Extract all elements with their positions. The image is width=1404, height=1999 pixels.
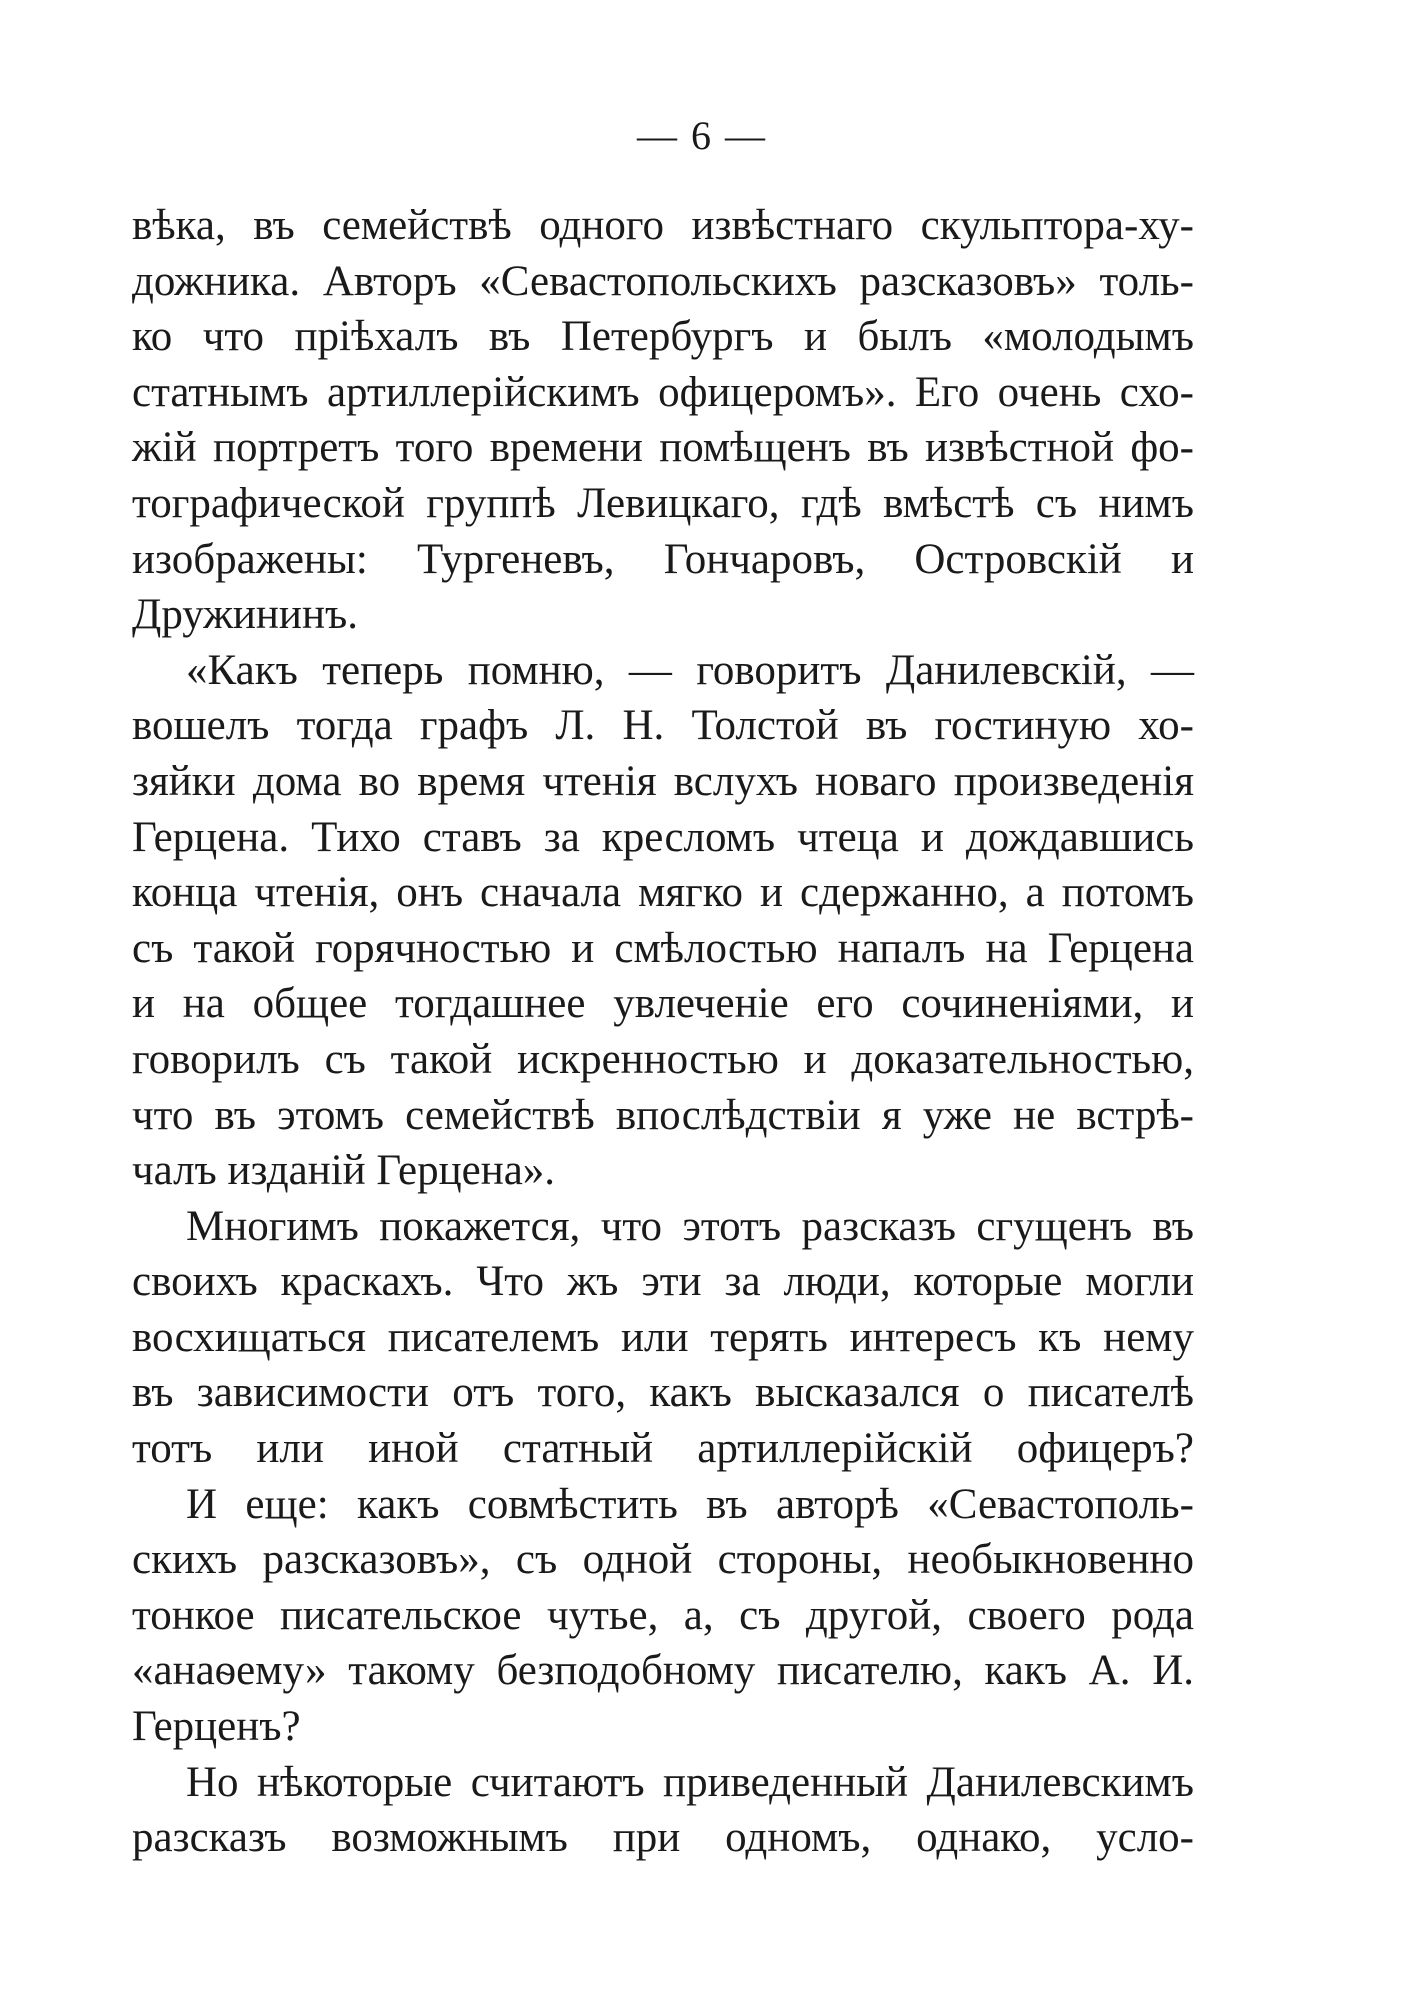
text-line: конца чтенія, онъ сначала мягко и сдержанно, а потомъ [132, 869, 1194, 917]
text-line: «Какъ теперь помню, — говоритъ Данилевскій, — [186, 646, 1194, 694]
text-line: зяйки дома во время чтенія вслухъ новаго произведенія [132, 757, 1194, 805]
text-line: И еще: какъ совмѣстить въ авторѣ «Севастополь- [186, 1480, 1194, 1528]
text-line: скихъ разсказовъ», съ одной стороны, необыкновенно [132, 1536, 1194, 1584]
text-line: статнымъ артиллерійскимъ офицеромъ». Его очень схо- [132, 368, 1194, 416]
text-line: «анаѳему» такому безподобному писателю, какъ А. И. [132, 1647, 1194, 1695]
text-line: Герценъ? [132, 1703, 301, 1751]
text-line: съ такой горячностью и смѣлостью напалъ на Герцена [132, 924, 1194, 972]
text-line: вошелъ тогда графъ Л. Н. Толстой въ гостиную хо- [132, 702, 1194, 750]
page-number: — 6 — [637, 113, 767, 158]
text-line: говорилъ съ такой искренностью и доказательностью, [132, 1035, 1194, 1083]
paragraph [132, 198, 1194, 643]
text-line: въ зависимости отъ того, какъ высказался о писателѣ [132, 1369, 1194, 1417]
text-line: разсказъ возможнымъ при одномъ, однако, усло- [132, 1814, 1194, 1862]
text-line: восхищаться писателемъ или терять интересъ къ нему [132, 1313, 1194, 1361]
text-line: вѣка, въ семействѣ одного извѣстнаго скульптора-ху- [132, 202, 1194, 249]
text-line: что въ этомъ семействѣ впослѣдствіи я уже не встрѣ- [132, 1091, 1194, 1139]
text-line: тонкое писательское чутье, а, съ другой, своего рода [132, 1591, 1194, 1639]
paragraph [132, 1477, 1194, 1755]
text-line: ко что пріѣхалъ въ Петербургъ и былъ «молодымъ [132, 313, 1194, 361]
body-text [132, 198, 1194, 1866]
text-line: Герцена. Тихо ставъ за кресломъ чтеца и дождавшись [132, 813, 1194, 861]
text-line: тотъ или иной статный артиллерійскій офицеръ? [132, 1425, 1194, 1473]
paragraph [132, 1199, 1194, 1477]
text-line: Многимъ покажется, что этотъ разсказъ сгущенъ въ [186, 1202, 1194, 1250]
text-line: жій портретъ того времени помѣщенъ въ извѣстной фо- [132, 424, 1194, 472]
paragraph [132, 643, 1194, 1199]
text-line: дожника. Авторъ «Севастопольскихъ разсказовъ» толь- [132, 257, 1194, 305]
paragraph [132, 1755, 1194, 1866]
text-line: и на общее тогдашнее увлеченіе его сочиненіями, и [132, 980, 1194, 1028]
text-line: своихъ краскахъ. Что жъ эти за люди, которые могли [132, 1258, 1194, 1306]
text-line: Но нѣкоторые считаютъ приведенный Данилевскимъ [186, 1758, 1194, 1806]
text-line: изображены: Тургеневъ, Гончаровъ, Островскій и [132, 535, 1194, 583]
text-line: Дружининъ. [132, 591, 358, 639]
text-line: тографической группѣ Левицкаго, гдѣ вмѣстѣ съ нимъ [132, 479, 1194, 527]
text-line: чалъ изданій Герцена». [132, 1147, 556, 1195]
